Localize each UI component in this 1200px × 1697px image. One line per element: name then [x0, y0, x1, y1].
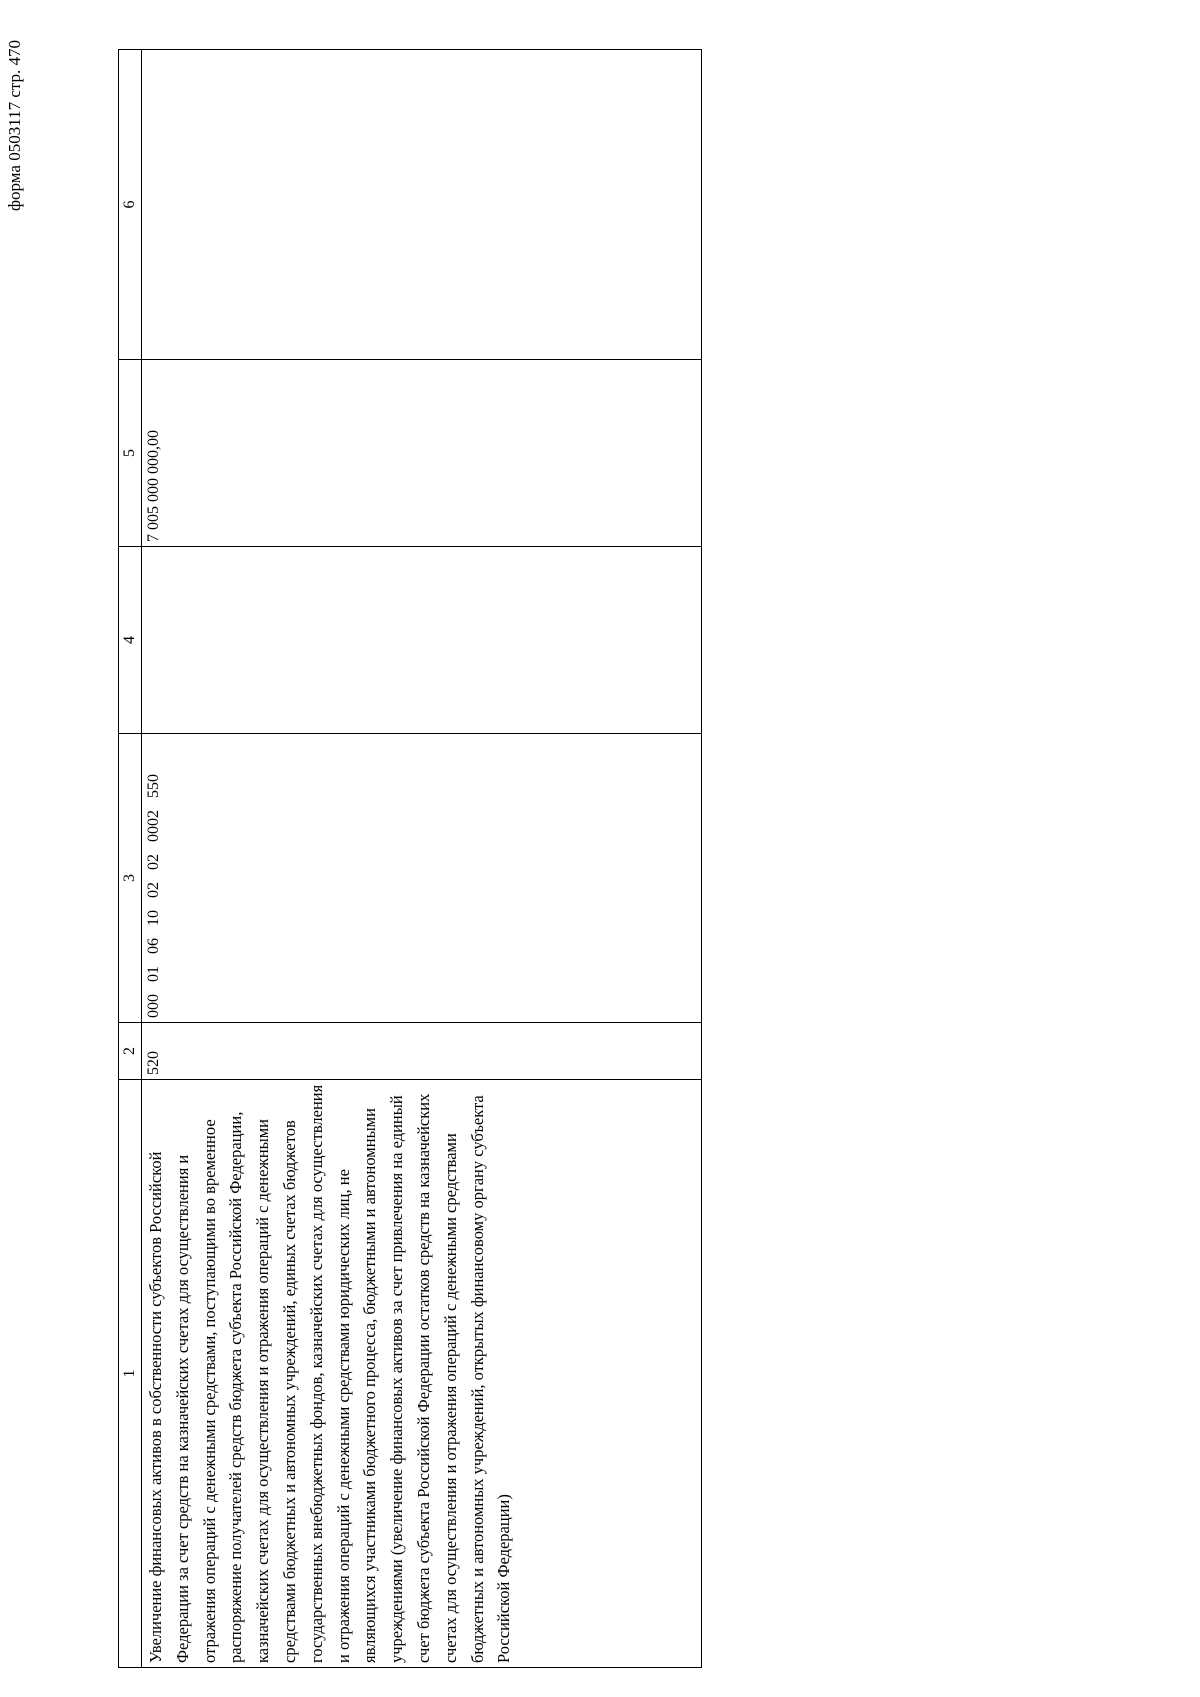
column-number-4: 4	[119, 547, 142, 734]
column-number-5: 5	[119, 360, 142, 547]
row-amount: 7 005 000 000,00	[142, 360, 702, 547]
row-line-code: 520	[142, 1023, 702, 1080]
report-table	[118, 49, 702, 1668]
row-description: Увеличение финансовых активов в собственности субъектов Российской Федерации за счет средств на казначейских счетах для осуществления и отражения операций с денежными средствами, поступающими во временное распоряжение получателей средств бюджета субъекта Российской Федерации, казначейских счетах для осуществления и отражения операций с денежными средствами бюджетных и автономных учреждений, единых счетах бюджетов государственных внебюджетных фондов, казначейских счетах для осуществления и отражения операций с денежными средствами юридических лиц, не являющихся участниками бюджетного процесса, бюджетными и автономными учреждениями (увеличение финансовых активов за счет привлечения на единый счет бюджета субъекта Российской Федерации остатков средств на казначейских счетах для осуществления и отражения операций с денежными средствами бюджетных и автономных учреждений, открытых финансовому органу субъекта Российской Федерации)	[142, 1080, 702, 1668]
column-number-row	[119, 50, 142, 1668]
column-number-6: 6	[119, 50, 142, 360]
report-table-wrapper	[118, 50, 702, 1668]
form-reference: форма 0503117 стр. 470	[5, 40, 24, 211]
row-column-4	[142, 547, 702, 734]
table-row	[142, 50, 702, 1668]
column-number-1: 1	[119, 1080, 142, 1668]
row-column-6	[142, 50, 702, 360]
row-budget-classification-code: 000 01 06 10 02 02 0002 550	[142, 734, 702, 1023]
column-number-3: 3	[119, 734, 142, 1023]
column-number-2: 2	[119, 1023, 142, 1080]
